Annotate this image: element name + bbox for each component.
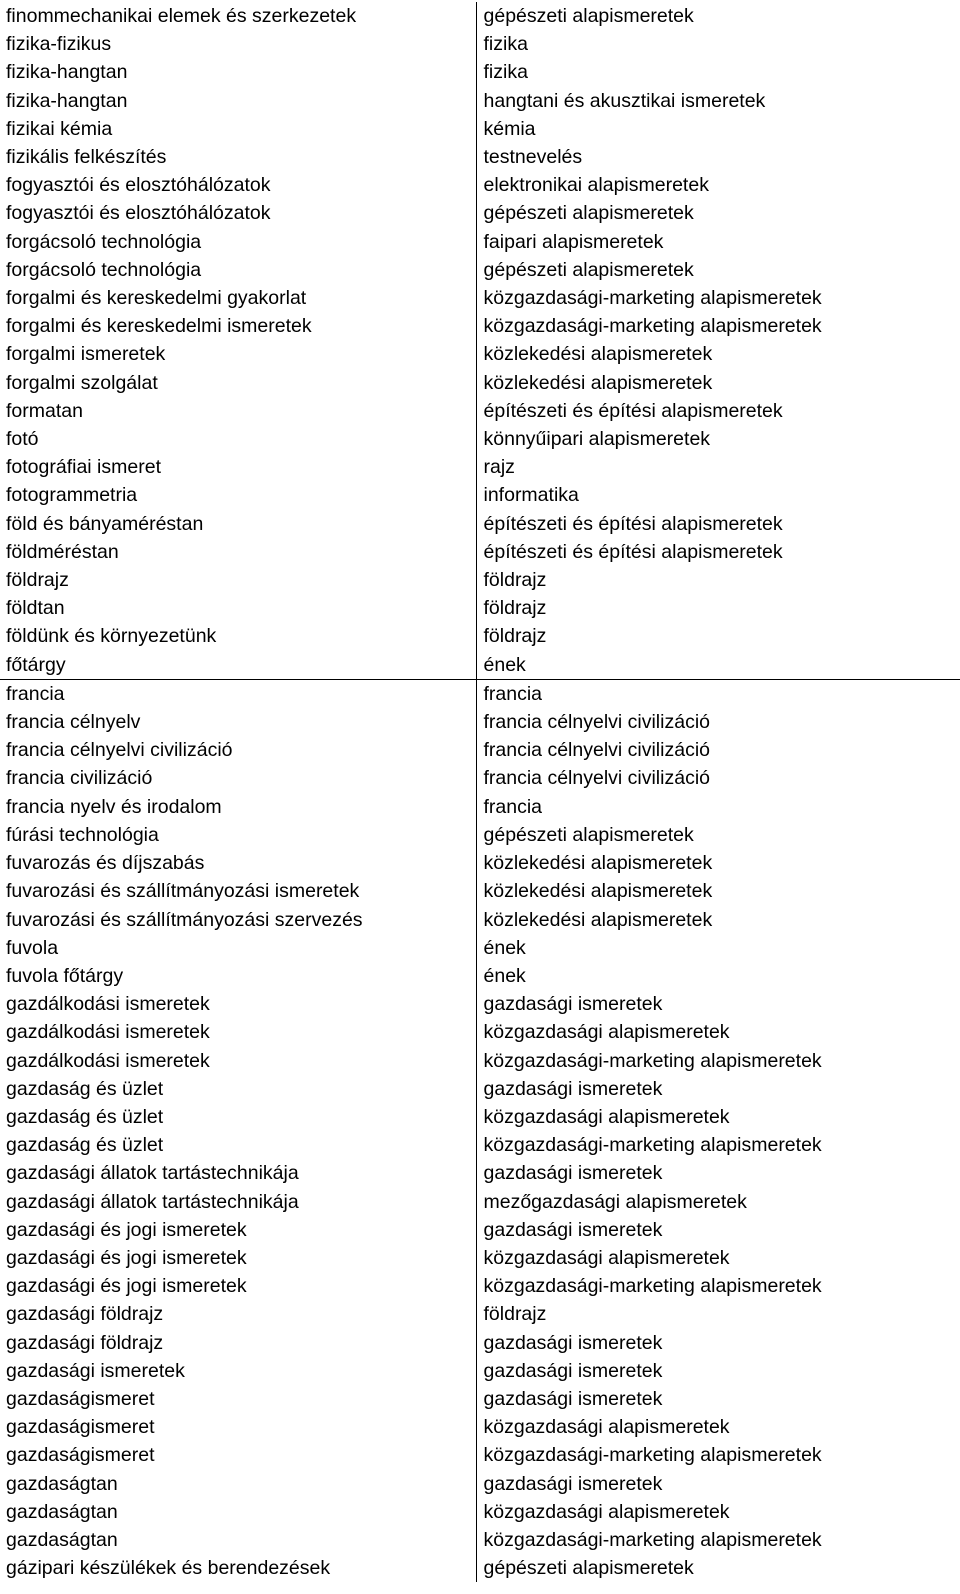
subject-name-cell: fuvarozási és szállítmányozási szervezés [6, 908, 363, 931]
exam-subject-cell: építészeti és építési alapismeretek [476, 538, 960, 566]
exam-subject-cell: francia célnyelvi civilizáció [476, 708, 960, 736]
table-row [0, 849, 960, 877]
subject-name-cell: gazdaságismeret [6, 1444, 155, 1467]
exam-subject-cell: közgazdasági-marketing alapismeretek [476, 1047, 960, 1075]
table-row [0, 1075, 960, 1103]
exam-subject-cell: gazdasági ismeretek [476, 1329, 960, 1357]
exam-subject-cell: földrajz [476, 622, 960, 650]
subject-name-cell: fuvarozási és szállítmányozási ismeretek [6, 880, 360, 903]
table-row [0, 1131, 960, 1159]
exam-subject-cell: gépészeti alapismeretek [476, 199, 960, 227]
table-row [0, 651, 960, 680]
subject-name-cell: gazdasági és jogi ismeretek [6, 1218, 247, 1241]
table-row [0, 566, 960, 594]
exam-subject-cell: közgazdasági alapismeretek [476, 1413, 960, 1441]
table-row [0, 256, 960, 284]
table-row [0, 1526, 960, 1554]
subject-name-cell: forgalmi ismeretek [6, 343, 166, 366]
exam-subject-cell: testnevelés [476, 143, 960, 171]
table-row [0, 87, 960, 115]
table-row [0, 1470, 960, 1498]
table-row [0, 397, 960, 425]
subject-name-cell: gazdaságtan [6, 1472, 118, 1495]
exam-subject-cell: francia célnyelvi civilizáció [476, 764, 960, 792]
exam-subject-cell: ének [476, 962, 960, 990]
subject-name-cell: földünk és környezetünk [6, 625, 217, 648]
subject-name-cell: fotográfiai ismeret [6, 456, 161, 479]
table-row [0, 2, 960, 30]
table-body [0, 2, 960, 1582]
subject-name-cell: finommechanikai elemek és szerkezetek [6, 5, 357, 27]
exam-subject-cell: gazdasági ismeretek [476, 1357, 960, 1385]
subject-name-cell: forgalmi és kereskedelmi ismeretek [6, 315, 312, 338]
subject-name-cell: gazdaság és üzlet [6, 1134, 164, 1157]
exam-subject-cell: közgazdasági-marketing alapismeretek [476, 284, 960, 312]
subject-name-cell: francia civilizáció [6, 767, 153, 790]
exam-subject-cell: közgazdasági alapismeretek [476, 1244, 960, 1272]
exam-subject-cell: közlekedési alapismeretek [476, 340, 960, 368]
table-row [0, 962, 960, 990]
subject-name-cell: francia célnyelv [6, 711, 141, 734]
exam-subject-cell: gazdasági ismeretek [476, 1385, 960, 1413]
exam-subject-cell: francia [476, 793, 960, 821]
table-row [0, 708, 960, 736]
subject-name-cell: földméréstan [6, 540, 119, 563]
exam-subject-cell: fizika [476, 58, 960, 86]
table-row [0, 1300, 960, 1328]
table-row [0, 1244, 960, 1272]
subject-name-cell: gazdaságismeret [6, 1416, 155, 1439]
exam-subject-cell: mezőgazdasági alapismeretek [476, 1188, 960, 1216]
subject-name-cell: fotogrammetria [6, 484, 138, 507]
exam-subject-cell: közlekedési alapismeretek [476, 906, 960, 934]
table-row [0, 877, 960, 905]
table-row [0, 340, 960, 368]
table-row [0, 1498, 960, 1526]
subject-name-cell: fuvola főtárgy [6, 964, 124, 987]
exam-subject-cell: közgazdasági-marketing alapismeretek [476, 1526, 960, 1554]
subject-name-cell: gazdasági földrajz [6, 1331, 164, 1354]
subject-name-cell: fotó [6, 428, 39, 451]
table-row [0, 1413, 960, 1441]
subject-name-cell: gazdálkodási ismeretek [6, 1021, 210, 1044]
exam-subject-cell: építészeti és építési alapismeretek [476, 397, 960, 425]
exam-subject-cell: gépészeti alapismeretek [476, 1554, 960, 1582]
exam-subject-cell: könnyűipari alapismeretek [476, 425, 960, 453]
table-row [0, 679, 960, 708]
subject-name-cell: fizika-hangtan [6, 61, 128, 84]
exam-subject-cell: közlekedési alapismeretek [476, 849, 960, 877]
table-row [0, 1385, 960, 1413]
table-row [0, 453, 960, 481]
subject-name-cell: gazdaság és üzlet [6, 1077, 164, 1100]
exam-subject-cell: közgazdasági-marketing alapismeretek [476, 1272, 960, 1300]
subject-name-cell: gazdaság és üzlet [6, 1105, 164, 1128]
exam-subject-cell: francia célnyelvi civilizáció [476, 736, 960, 764]
exam-subject-cell: földrajz [476, 566, 960, 594]
subject-name-cell: gazdasági földrajz [6, 1303, 164, 1326]
exam-subject-cell: rajz [476, 453, 960, 481]
subject-name-cell: gazdálkodási ismeretek [6, 993, 210, 1016]
table-row [0, 1554, 960, 1582]
exam-subject-cell: gazdasági ismeretek [476, 990, 960, 1018]
table-row [0, 228, 960, 256]
subject-name-cell: fogyasztói és elosztóhálózatok [6, 174, 271, 197]
exam-subject-cell: közgazdasági-marketing alapismeretek [476, 312, 960, 340]
exam-subject-cell: közgazdasági alapismeretek [476, 1018, 960, 1046]
table-row [0, 622, 960, 650]
table-row [0, 199, 960, 227]
exam-subject-cell: közlekedési alapismeretek [476, 369, 960, 397]
subject-name-cell: főtárgy [6, 653, 66, 676]
table-row [0, 171, 960, 199]
exam-subject-cell: kémia [476, 115, 960, 143]
exam-subject-cell: francia [476, 679, 960, 708]
exam-subject-cell: faipari alapismeretek [476, 228, 960, 256]
table-row [0, 1216, 960, 1244]
table-row [0, 369, 960, 397]
exam-subject-cell: elektronikai alapismeretek [476, 171, 960, 199]
exam-subject-cell: gazdasági ismeretek [476, 1216, 960, 1244]
table-row [0, 764, 960, 792]
table-row [0, 736, 960, 764]
exam-subject-cell: fizika [476, 30, 960, 58]
table-row [0, 934, 960, 962]
exam-subject-cell: informatika [476, 481, 960, 509]
table-row [0, 906, 960, 934]
subject-mapping-table [0, 2, 960, 1582]
table-row [0, 481, 960, 509]
table-row [0, 1441, 960, 1469]
exam-subject-cell: közgazdasági alapismeretek [476, 1103, 960, 1131]
subject-name-cell: forgalmi szolgálat [6, 371, 158, 394]
table-row [0, 510, 960, 538]
subject-name-cell: fúrási technológia [6, 823, 159, 846]
subject-name-cell: gazdasági és jogi ismeretek [6, 1275, 247, 1298]
exam-subject-cell: ének [476, 934, 960, 962]
table-row [0, 1329, 960, 1357]
subject-name-cell: forgácsoló technológia [6, 230, 202, 253]
subject-name-cell: fizikai kémia [6, 117, 113, 140]
subject-name-cell: gazdálkodási ismeretek [6, 1049, 210, 1072]
subject-name-cell: francia célnyelvi civilizáció [6, 739, 233, 762]
subject-name-cell: francia [0, 679, 476, 708]
exam-subject-cell: közlekedési alapismeretek [476, 877, 960, 905]
table-row [0, 1357, 960, 1385]
table-row [0, 1159, 960, 1187]
table-row [0, 1103, 960, 1131]
exam-subject-cell: gépészeti alapismeretek [476, 256, 960, 284]
subject-name-cell: gazdasági állatok tartástechnikája [6, 1190, 299, 1213]
subject-name-cell: fizika-hangtan [6, 89, 128, 112]
exam-subject-cell: hangtani és akusztikai ismeretek [476, 87, 960, 115]
exam-subject-cell: közgazdasági-marketing alapismeretek [476, 1131, 960, 1159]
table-row [0, 284, 960, 312]
subject-name-cell: gazdasági állatok tartástechnikája [6, 1162, 299, 1185]
table-row [0, 1188, 960, 1216]
subject-name-cell: forgalmi és kereskedelmi gyakorlat [6, 287, 307, 310]
exam-subject-cell: ének [476, 651, 960, 680]
subject-name-cell: földrajz [6, 569, 69, 592]
subject-name-cell: gazdasági ismeretek [6, 1359, 185, 1382]
subject-name-cell: fizikális felkészítés [6, 146, 167, 169]
subject-name-cell: gázipari készülékek és berendezések [6, 1557, 331, 1580]
table-row [0, 594, 960, 622]
exam-subject-cell: gazdasági ismeretek [476, 1470, 960, 1498]
subject-name-cell: gazdasági és jogi ismeretek [6, 1246, 247, 1269]
exam-subject-cell: közgazdasági alapismeretek [476, 1498, 960, 1526]
table-row [0, 1018, 960, 1046]
subject-name-cell: francia nyelv és irodalom [6, 795, 222, 818]
subject-name-cell: gazdaságismeret [6, 1387, 155, 1410]
subject-name-cell: földtan [6, 597, 65, 620]
table-row [0, 312, 960, 340]
table-row [0, 143, 960, 171]
subject-name-cell: fogyasztói és elosztóhálózatok [6, 202, 271, 225]
subject-name-cell: föld és bányaméréstan [6, 512, 204, 535]
exam-subject-cell: közgazdasági-marketing alapismeretek [476, 1441, 960, 1469]
subject-name-cell: fuvarozás és díjszabás [6, 852, 205, 875]
table-row [0, 990, 960, 1018]
table-row [0, 30, 960, 58]
exam-subject-cell: gépészeti alapismeretek [476, 821, 960, 849]
table-row [0, 115, 960, 143]
exam-subject-cell: építészeti és építési alapismeretek [476, 510, 960, 538]
table-row [0, 1047, 960, 1075]
subject-name-cell: gazdaságtan [6, 1528, 118, 1551]
table-row [0, 425, 960, 453]
table-row [0, 1272, 960, 1300]
exam-subject-cell: földrajz [476, 594, 960, 622]
subject-name-cell: formatan [6, 399, 83, 422]
exam-subject-cell: földrajz [476, 1300, 960, 1328]
exam-subject-cell: gépészeti alapismeretek [476, 2, 960, 30]
subject-name-cell: fuvola [6, 936, 59, 959]
exam-subject-cell: gazdasági ismeretek [476, 1159, 960, 1187]
table-row [0, 793, 960, 821]
subject-name-cell: fizika-fizikus [6, 33, 112, 56]
exam-subject-cell: gazdasági ismeretek [476, 1075, 960, 1103]
subject-name-cell: gazdaságtan [6, 1500, 118, 1523]
table-row [0, 538, 960, 566]
subject-name-cell: forgácsoló technológia [6, 258, 202, 281]
table-row [0, 821, 960, 849]
table-row [0, 58, 960, 86]
